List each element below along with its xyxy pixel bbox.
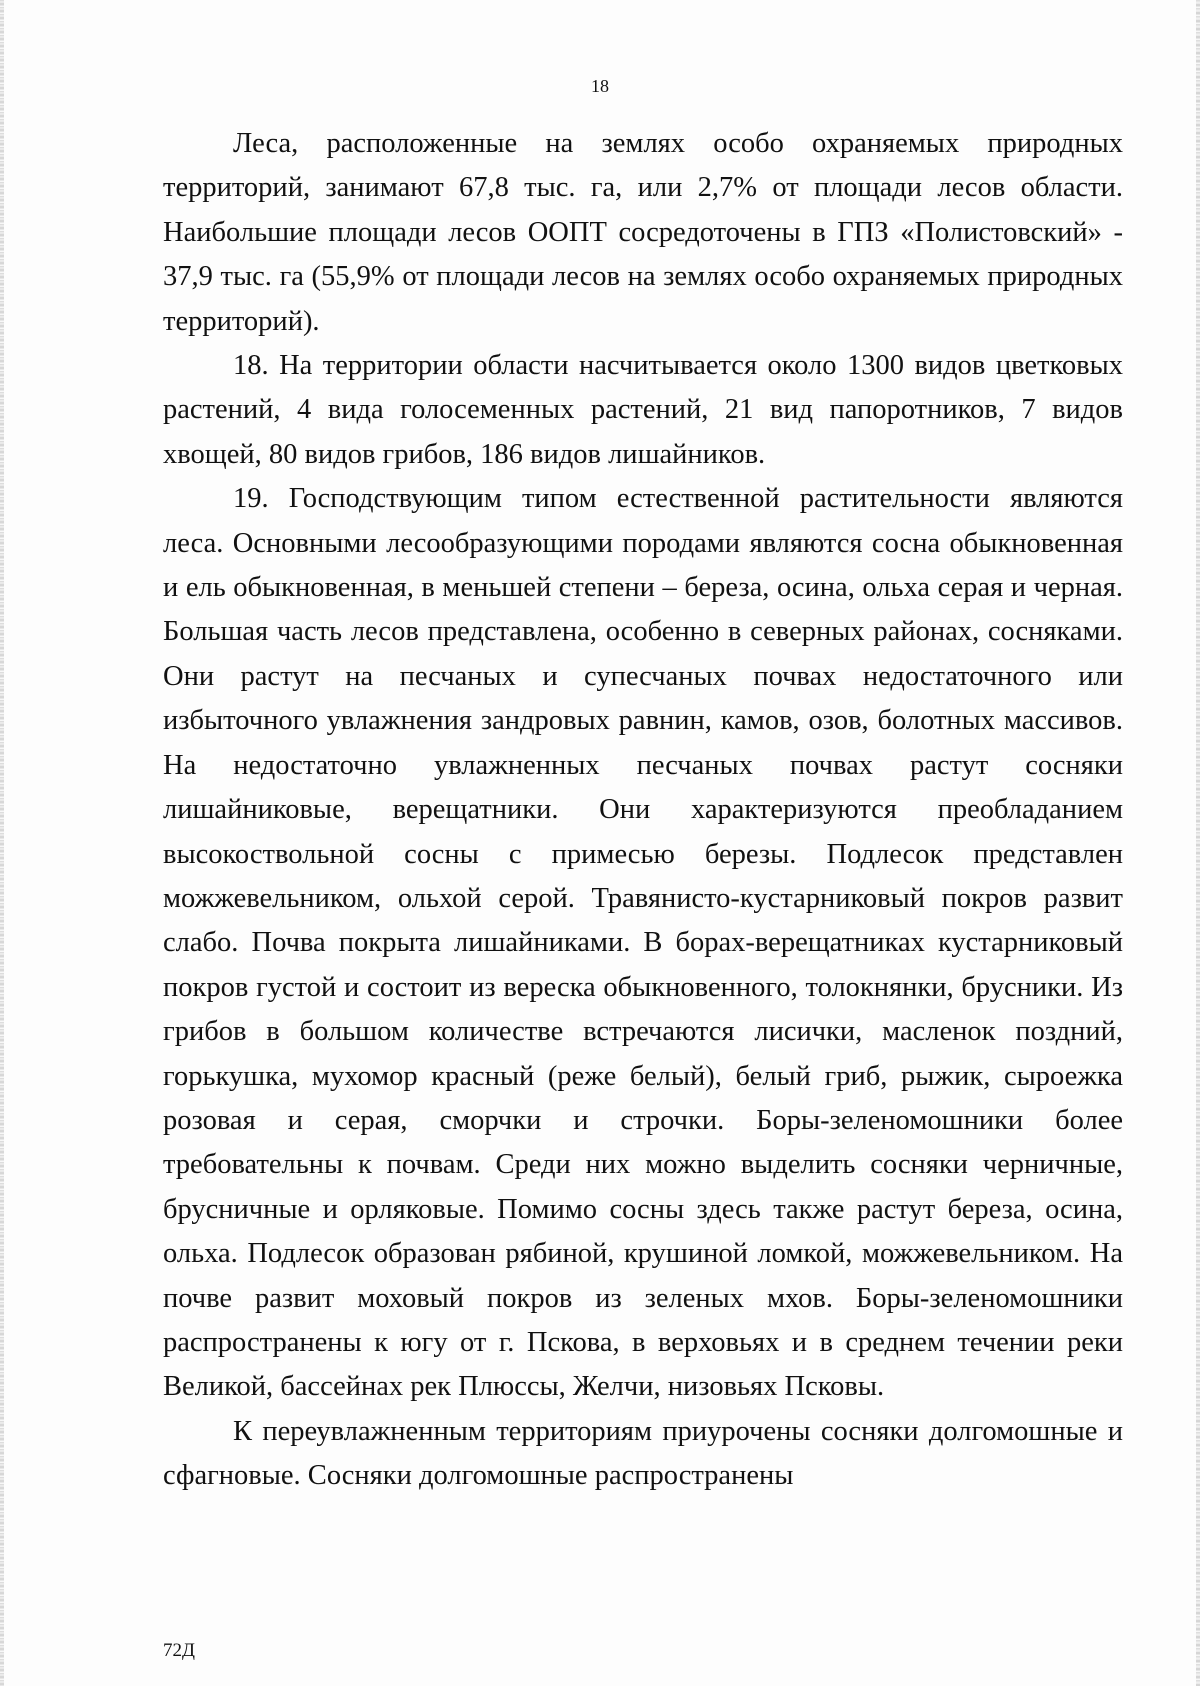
paragraph-wetland-pines: К переувлажненным территориям приурочены сосняки долгомошные и сфагновые. Сосняки долгомошные распространены (163, 1415, 1123, 1492)
scan-edge-left (0, 0, 4, 1686)
paragraph-19-vegetation: 19. Господствующим типом естественной растительности являются леса. Основными лесообразующими породами являются сосна обыкновенная и ель обыкновенная, в меньшей степени – береза, осина, ольха серая и черная. Большая часть лесов представлена, особенно в северных районах, сосняками. Они растут на песчаных и супесчаных почвах недостаточного или избыточного увлажнения зандровых равнин, камов, озов, болотных массивов. На недостаточно увлажненных песчаных почвах растут сосняки лишайниковые, верещатники. Они характеризуются преобладанием высокоствольной сосны с примесью березы. Подлесок представлен можжевельником, ольхой серой. Травянисто-кустарниковый покров развит слабо. Почва покрыта лишайниками. В борах-верещатниках кустарниковый покров густой и состоит из вереска обыкновенного, толокнянки, брусники. Из грибов в большом количестве встречаются лисички, масленок поздний, горькушка, мухомор красный (реже белый), белый гриб, рыжик, сыроежка розовая и серая, сморчки и строчки. Боры-зеленомошники более требовательны к почвам. Среди них можно выделить сосняки черничные, брусничные и орляковые. Помимо сосны здесь также растут береза, осина, ольха. Подлесок образован рябиной, крушиной ломкой, можжевельником. На почве развит моховый покров из зеленых мхов. Боры-зеленомошники распространены к югу от г. Пскова, в верховьях и в среднем течении реки Великой, бассейнах рек Плюссы, Желчи, низовьях Псковы. (163, 483, 1123, 1403)
paragraph-18-flora: 18. На территории области насчитывается около 1300 видов цветковых растений, 4 вида голосеменных растений, 21 вид папоротников, 7 видов хвощей, 80 видов грибов, 186 видов лишайников. (163, 350, 1123, 470)
paragraph-protected-forests: Леса, расположенные на землях особо охраняемых природных территорий, занимают 67,8 тыс. га, или 2,7% от площади лесов области. Наибольшие площади лесов ООПТ сосредоточены в ГПЗ «Полистовский» - 37,9 тыс. га (55,9% от площади лесов на землях особо охраняемых природных территорий). (163, 128, 1123, 337)
scan-edge-right (1196, 0, 1200, 1686)
page-number: 18 (591, 76, 609, 96)
footer-code: 72Д (163, 1640, 195, 1661)
body-text (163, 122, 1123, 1499)
